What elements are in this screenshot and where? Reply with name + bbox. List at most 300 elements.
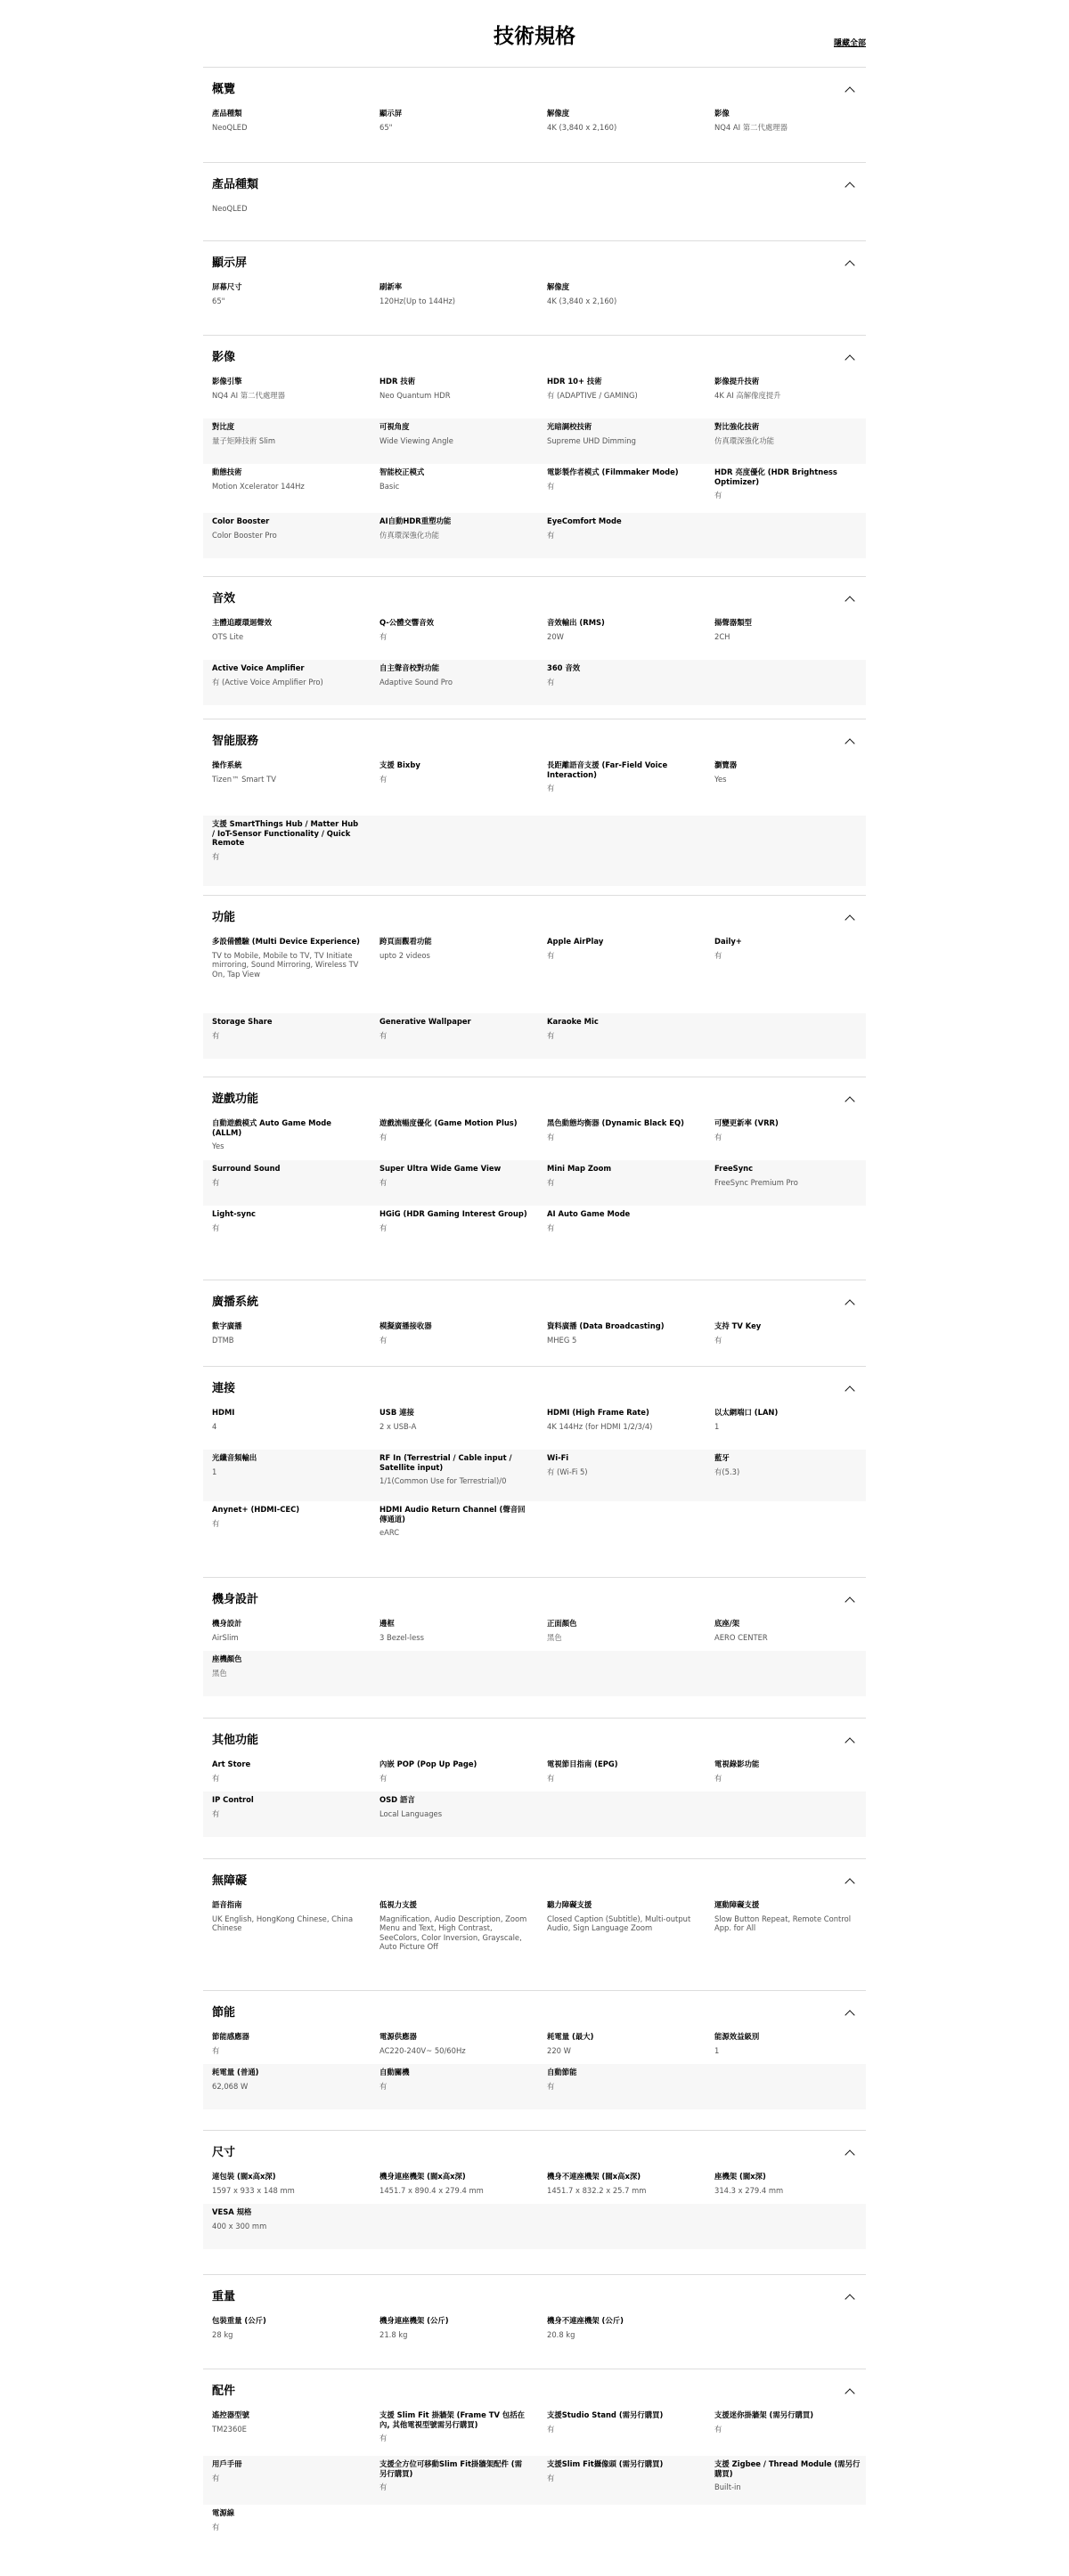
spec-item	[212, 1017, 362, 1040]
spec-label: Daily+	[714, 937, 742, 946]
section-header-toggle[interactable]	[212, 590, 857, 610]
spec-item	[212, 1654, 362, 1678]
spec-value: 有	[547, 2424, 555, 2434]
spec-item	[379, 1209, 529, 1232]
spec-label: Light-sync	[212, 1209, 257, 1218]
section-title: 遊戲功能	[212, 1093, 259, 1106]
spec-value: 120Hz(Up to 144Hz)	[379, 296, 456, 305]
spec-item	[379, 937, 529, 960]
spec-item	[714, 2410, 864, 2434]
spec-value: 220 W	[547, 2045, 571, 2055]
spec-item	[547, 1619, 697, 1642]
section-header-toggle[interactable]	[212, 349, 857, 369]
section-header-toggle[interactable]	[212, 909, 857, 929]
spec-label: 可視角度	[379, 422, 410, 431]
chevron-up-icon[interactable]	[845, 1878, 854, 1888]
chevron-up-icon[interactable]	[845, 2294, 854, 2304]
spec-label: Generative Wallpaper	[379, 1017, 471, 1026]
spec-value: AERO CENTER	[714, 1632, 768, 1642]
spec-value: 有 (Wi-Fi 5)	[547, 1467, 588, 1476]
spec-item	[212, 1900, 362, 1933]
spec-value: 有(5.3)	[714, 1467, 740, 1476]
spec-item	[212, 2068, 362, 2091]
spec-item	[547, 937, 697, 960]
spec-label: 屏幕尺寸	[212, 282, 242, 291]
spec-value: 4K (3,840 x 2,160)	[547, 296, 617, 305]
section-header-toggle[interactable]	[212, 2004, 857, 2024]
spec-item	[212, 2508, 362, 2531]
spec-label: 遙控器型號	[212, 2410, 249, 2419]
spec-item	[547, 1164, 697, 1187]
spec-row	[203, 660, 866, 705]
spec-label: 耗電量 (最大)	[547, 2032, 594, 2041]
spec-label: 支援迷你掛牆架 (需另行購買)	[714, 2410, 814, 2419]
chevron-up-icon[interactable]	[845, 914, 854, 924]
spec-value: 有	[379, 2081, 388, 2091]
spec-label: 底座/架	[714, 1619, 740, 1628]
section-title: 音效	[212, 592, 236, 605]
spec-item	[714, 1453, 864, 1476]
spec-label: HGiG (HDR Gaming Interest Group)	[379, 1209, 527, 1218]
spec-value: 有	[714, 2424, 722, 2434]
spec-label: 自動遊戲模式 Auto Game Mode (ALLM)	[212, 1118, 331, 1137]
spec-item	[212, 819, 362, 861]
chevron-up-icon[interactable]	[845, 2149, 854, 2159]
spec-label: 自動關機	[379, 2068, 410, 2076]
spec-row	[203, 373, 866, 418]
spec-label: 數字廣播	[212, 1321, 242, 1330]
spec-item	[212, 2410, 362, 2434]
spec-label: 支援Studio Stand (需另行購買)	[547, 2410, 664, 2419]
spec-label: 跨頁面觀看功能	[379, 937, 432, 946]
spec-item	[212, 422, 362, 445]
spec-item	[714, 2032, 864, 2055]
spec-label: Super Ultra Wide Game View	[379, 1164, 502, 1173]
spec-row	[203, 2028, 866, 2064]
chevron-up-icon[interactable]	[845, 354, 854, 364]
spec-label: 支援 Zigbee / Thread Module (需另行購買)	[714, 2459, 861, 2478]
spec-item	[212, 663, 362, 687]
spec-label: IP Control	[212, 1795, 254, 1804]
section-title: 產品種類	[212, 178, 259, 191]
spec-row	[203, 757, 866, 816]
spec-row	[203, 2064, 866, 2109]
spec-label: 機身不連座機架 (公斤)	[547, 2316, 624, 2325]
spec-value: 有	[547, 530, 555, 540]
spec-label: 黑色動態均衡器 (Dynamic Black EQ)	[547, 1118, 684, 1127]
spec-value: 1	[212, 1467, 217, 1476]
spec-row	[203, 2312, 866, 2348]
spec-value: 3 Bezel-less	[379, 1632, 424, 1642]
spec-item	[547, 2068, 697, 2091]
chevron-up-icon[interactable]	[845, 1597, 854, 1606]
spec-value: 有	[212, 1518, 220, 1528]
spec-label: 產品種類	[212, 109, 242, 118]
spec-item	[547, 109, 697, 132]
spec-label: 機身不連座機架 (闊x高x深)	[547, 2172, 641, 2181]
spec-label: 座機架 (闊x深)	[714, 2172, 766, 2181]
spec-label: 支援全方位可移動Slim Fit掛牆架配件 (需另行購買)	[379, 2459, 523, 2478]
spec-item	[379, 1118, 529, 1142]
chevron-up-icon[interactable]	[845, 1096, 854, 1106]
spec-value: 有	[547, 1030, 555, 1040]
section-header-toggle[interactable]	[212, 1732, 857, 1751]
spec-label: 低視力支援	[379, 1900, 417, 1909]
spec-value: 黑色	[212, 1668, 227, 1678]
spec-item	[379, 2410, 529, 2443]
spec-label: 藍牙	[714, 1453, 730, 1462]
spec-label: 機身連座機架 (公斤)	[379, 2316, 449, 2325]
spec-label: 操作系統	[212, 760, 242, 769]
spec-value: Supreme UHD Dimming	[547, 435, 636, 445]
spec-row	[203, 1115, 866, 1160]
spec-value: Yes	[212, 1142, 224, 1150]
spec-label: 光暗調校技術	[547, 422, 592, 431]
spec-value: 314.3 x 279.4 mm	[714, 2185, 784, 2195]
spec-label: 支援 SmartThings Hub / Matter Hub / IoT-Sensor Functionality / Quick Remote	[212, 819, 359, 847]
spec-item	[212, 1505, 362, 1528]
spec-label: 影像	[714, 109, 730, 118]
spec-item	[379, 109, 529, 132]
spec-item	[212, 1118, 362, 1151]
spec-value: 4K (3,840 x 2,160)	[547, 122, 617, 132]
spec-item	[379, 1017, 529, 1040]
spec-item	[547, 2316, 697, 2339]
spec-value: 2CH	[714, 631, 730, 641]
spec-item	[379, 2068, 529, 2091]
spec-item	[379, 1795, 529, 1818]
spec-value: 有 (Active Voice Amplifier Pro)	[212, 677, 323, 687]
spec-row	[203, 2456, 866, 2505]
section-divider	[203, 1990, 866, 1991]
spec-item	[212, 1209, 362, 1232]
spec-value: 400 x 300 mm	[212, 2221, 267, 2231]
page-header	[203, 20, 866, 55]
spec-row	[203, 1206, 866, 1251]
spec-label: 用戶手冊	[212, 2459, 242, 2468]
spec-value: upto 2 videos	[379, 950, 430, 960]
chevron-up-icon[interactable]	[845, 1386, 854, 1395]
spec-value: Local Languages	[379, 1808, 443, 1818]
spec-label: 智能校正模式	[379, 467, 425, 476]
spec-label: 支援 Slim Fit 掛牆架 (Frame TV 包括在內, 其他電視型號需另行購買)	[379, 2410, 525, 2429]
spec-row	[203, 933, 866, 1013]
spec-value: 黑色	[547, 1632, 562, 1642]
spec-value: 1	[714, 1421, 720, 1431]
spec-label: 電視錄影功能	[714, 1759, 760, 1768]
spec-value: 4	[212, 1421, 217, 1431]
chevron-up-icon[interactable]	[845, 738, 854, 748]
spec-item	[379, 663, 529, 687]
spec-item	[714, 377, 864, 400]
chevron-up-icon[interactable]	[845, 2388, 854, 2398]
spec-label: 運動障礙支援	[714, 1900, 760, 1909]
spec-item	[212, 377, 362, 400]
page-title: 技術規格	[494, 25, 575, 48]
spec-label: 耗電量 (普通)	[212, 2068, 259, 2076]
spec-item	[379, 2172, 529, 2195]
spec-row	[203, 1318, 866, 1353]
spec-label: 支援Slim Fit攝像頭 (需另行購買)	[547, 2459, 664, 2468]
spec-value: 有	[379, 1335, 388, 1345]
spec-label: 模擬廣播接收器	[379, 1321, 432, 1330]
spec-item	[547, 663, 697, 687]
spec-item	[212, 2316, 362, 2339]
spec-item	[714, 467, 864, 500]
spec-label: 對比度	[212, 422, 235, 431]
spec-item	[547, 2459, 697, 2483]
chevron-up-icon[interactable]	[845, 596, 854, 605]
spec-item	[714, 1619, 864, 1642]
chevron-up-icon[interactable]	[845, 1299, 854, 1309]
spec-item	[212, 1321, 362, 1345]
spec-item	[212, 1759, 362, 1783]
spec-label: VESA 規格	[212, 2207, 252, 2216]
spec-item	[547, 760, 697, 793]
spec-value: DTMB	[212, 1335, 234, 1345]
spec-item	[212, 1164, 362, 1187]
spec-value: 21.8 kg	[379, 2329, 408, 2339]
spec-label: 聽力障礙支援	[547, 1900, 592, 1909]
spec-item	[212, 1453, 362, 1476]
section-divider	[203, 1366, 866, 1367]
collapse-all-link[interactable]: 隱藏全部	[833, 39, 866, 48]
spec-item	[379, 422, 529, 445]
spec-value: AirSlim	[212, 1632, 239, 1642]
spec-label: HDR 10+ 技術	[547, 377, 602, 386]
section-header-toggle[interactable]	[212, 1380, 857, 1400]
spec-label: 電源線	[212, 2508, 235, 2517]
spec-label: 解像度	[547, 282, 570, 291]
spec-item	[714, 1900, 864, 1933]
spec-value: 1/1(Common Use for Terrestrial)/0	[379, 1476, 507, 1485]
spec-item	[714, 2459, 864, 2492]
spec-value: Neo Quantum HDR	[379, 390, 451, 400]
chevron-up-icon[interactable]	[845, 182, 854, 191]
spec-value: 有	[714, 491, 722, 500]
spec-label: FreeSync	[714, 1164, 754, 1173]
spec-item	[379, 1408, 529, 1431]
spec-value: Tizen™ Smart TV	[212, 774, 276, 784]
spec-label: 影像引擎	[212, 377, 242, 386]
chevron-up-icon[interactable]	[845, 86, 854, 96]
section-header-toggle[interactable]	[212, 255, 857, 274]
section-title: 重量	[212, 2290, 236, 2304]
section-header-toggle[interactable]	[212, 2144, 857, 2164]
spec-label: USB 連接	[379, 1408, 414, 1417]
section-title: 尺寸	[212, 2146, 236, 2159]
spec-value: 62,068 W	[212, 2081, 249, 2091]
section-header-toggle[interactable]	[212, 733, 857, 752]
section-divider	[203, 240, 866, 241]
spec-item	[547, 2032, 697, 2055]
spec-item	[714, 618, 864, 641]
spec-row	[203, 418, 866, 464]
spec-value: NQ4 AI 第二代處理器	[714, 122, 787, 132]
spec-item	[212, 516, 362, 540]
spec-item	[714, 1164, 864, 1187]
spec-item	[379, 1505, 529, 1538]
section-divider	[203, 895, 866, 896]
spec-item	[547, 422, 697, 445]
chevron-up-icon[interactable]	[845, 2010, 854, 2019]
section-header-toggle[interactable]	[212, 2288, 857, 2308]
spec-value: 有	[714, 950, 722, 960]
spec-item	[547, 1759, 697, 1783]
spec-value: Closed Caption (Subtitle), Multi-output Audio, Sign Language Zoom	[547, 1914, 691, 1932]
spec-row	[203, 1651, 866, 1696]
spec-item	[547, 2172, 697, 2195]
spec-label: 遊戲流暢度優化 (Game Motion Plus)	[379, 1118, 518, 1127]
spec-label: HDMI (High Frame Rate)	[547, 1408, 649, 1417]
spec-value: TV to Mobile, Mobile to TV, TV Initiate mirroring, Sound Mirroring, Wireless TV On, Tap View	[212, 950, 359, 979]
spec-value: NeoQLED	[212, 204, 248, 213]
spec-label: 電源供應器	[379, 2032, 417, 2041]
spec-row	[203, 1013, 866, 1059]
spec-value: 65"	[212, 296, 225, 305]
spec-item	[379, 516, 529, 540]
chevron-up-icon[interactable]	[845, 260, 854, 270]
spec-label: Q-公體交響音效	[379, 618, 435, 627]
spec-item	[212, 2172, 362, 2195]
spec-row	[203, 1897, 866, 1955]
spec-label: Surround Sound	[212, 1164, 281, 1173]
spec-value: 有	[714, 1773, 722, 1783]
spec-label: 邊框	[379, 1619, 395, 1628]
spec-value: 有	[379, 1030, 388, 1040]
spec-row	[203, 2407, 866, 2456]
chevron-up-icon[interactable]	[845, 1737, 854, 1747]
spec-row	[203, 2204, 866, 2249]
spec-value: 有	[212, 1177, 220, 1187]
spec-value: 1451.7 x 890.4 x 279.4 mm	[379, 2185, 484, 2195]
spec-value: 仿真環深強化功能	[379, 530, 439, 540]
spec-item	[547, 1118, 697, 1142]
spec-row	[203, 816, 866, 886]
spec-value: 有 (ADAPTIVE / GAMING)	[547, 390, 638, 400]
spec-item	[547, 467, 697, 491]
spec-item	[379, 467, 529, 491]
spec-item	[547, 1017, 697, 1040]
spec-value: 仿真環深強化功能	[714, 435, 774, 445]
section-divider	[203, 1858, 866, 1859]
spec-item	[212, 2459, 362, 2483]
spec-item	[379, 2459, 529, 2492]
spec-item	[547, 618, 697, 641]
spec-label: 自主聲音校對功能	[379, 663, 439, 672]
section-title: 機身設計	[212, 1593, 259, 1606]
section-title: 其他功能	[212, 1734, 259, 1747]
spec-value: 有	[379, 1773, 388, 1783]
section-header-toggle[interactable]	[212, 1091, 857, 1110]
spec-label: OSD 語言	[379, 1795, 415, 1804]
spec-label: 長距離語音支援 (Far-Field Voice Interaction)	[547, 760, 668, 779]
section-divider	[203, 2274, 866, 2275]
spec-item	[714, 1321, 864, 1345]
spec-item	[547, 1900, 697, 1933]
spec-label: Wi-Fi	[547, 1453, 569, 1462]
spec-row	[203, 1792, 866, 1837]
spec-value: 4K AI 高解像度提升	[714, 390, 781, 400]
spec-value: 有	[379, 2483, 388, 2491]
spec-label: 機身設計	[212, 1619, 242, 1628]
section-header-toggle[interactable]	[212, 176, 857, 196]
spec-item	[212, 1408, 362, 1431]
spec-value: Basic	[379, 481, 400, 491]
section-header-toggle[interactable]	[212, 1873, 857, 1892]
spec-value: 有	[379, 1132, 388, 1142]
spec-label: 影像提升技術	[714, 377, 760, 386]
spec-value: 1	[714, 2045, 720, 2055]
spec-value: 有	[714, 1335, 722, 1345]
spec-label: 語音指南	[212, 1900, 242, 1909]
spec-value: 有	[714, 1132, 722, 1142]
spec-item	[212, 937, 362, 979]
spec-value: 有	[547, 481, 555, 491]
section-header-toggle[interactable]	[212, 1294, 857, 1313]
section-title: 廣播系統	[212, 1296, 259, 1309]
spec-row	[203, 2168, 866, 2204]
spec-value: 有	[212, 2522, 220, 2531]
spec-label: 主體追蹤環迴聲效	[212, 618, 272, 627]
spec-item	[547, 1321, 697, 1345]
spec-value: 1597 x 933 x 148 mm	[212, 2185, 295, 2195]
spec-item	[379, 1453, 529, 1486]
spec-item	[547, 516, 697, 540]
spec-label: RF In (Terrestrial / Cable input / Satellite input)	[379, 1453, 512, 1472]
spec-row	[203, 464, 866, 513]
section-title: 影像	[212, 351, 236, 364]
spec-value: 有	[547, 2473, 555, 2483]
spec-item	[547, 2410, 697, 2434]
spec-value: Adaptive Sound Pro	[379, 677, 453, 687]
spec-value: AC220-240V~ 50/60Hz	[379, 2045, 466, 2055]
spec-label: 動態技術	[212, 467, 242, 476]
section-header-toggle[interactable]	[212, 1591, 857, 1611]
spec-label: AI自動HDR重塑功能	[379, 516, 452, 525]
spec-row	[203, 105, 866, 141]
spec-item	[547, 1453, 697, 1476]
section-title: 節能	[212, 2006, 236, 2019]
spec-label: 瀏覽器	[714, 760, 738, 769]
section-title: 無障礙	[212, 1874, 248, 1888]
spec-value: FreeSync Premium Pro	[714, 1177, 798, 1187]
spec-label: HDMI Audio Return Channel (聲音回傳通道)	[379, 1505, 526, 1524]
section-header-toggle[interactable]	[212, 2383, 857, 2402]
spec-item	[547, 377, 697, 400]
spec-value: 有	[212, 1808, 220, 1818]
spec-value: OTS Lite	[212, 631, 244, 641]
spec-value: 有	[547, 950, 555, 960]
spec-value: 有	[547, 2081, 555, 2091]
spec-row	[203, 1404, 866, 1450]
spec-label: 座機顏色	[212, 1654, 242, 1663]
spec-item	[212, 282, 362, 305]
spec-value: 有	[379, 1223, 388, 1232]
spec-item	[547, 282, 697, 305]
spec-value: Built-in	[714, 2483, 741, 2491]
section-header-toggle[interactable]	[212, 81, 857, 101]
spec-value: Wide Viewing Angle	[379, 435, 453, 445]
spec-value: 有	[547, 1773, 555, 1783]
spec-item	[714, 1759, 864, 1783]
section-title: 配件	[212, 2385, 236, 2398]
spec-value: 有	[212, 1773, 220, 1783]
spec-item	[714, 760, 864, 784]
spec-label: 360 音效	[547, 663, 581, 672]
spec-label: 機身連座機架 (闊x高x深)	[379, 2172, 466, 2181]
spec-item	[714, 937, 864, 960]
